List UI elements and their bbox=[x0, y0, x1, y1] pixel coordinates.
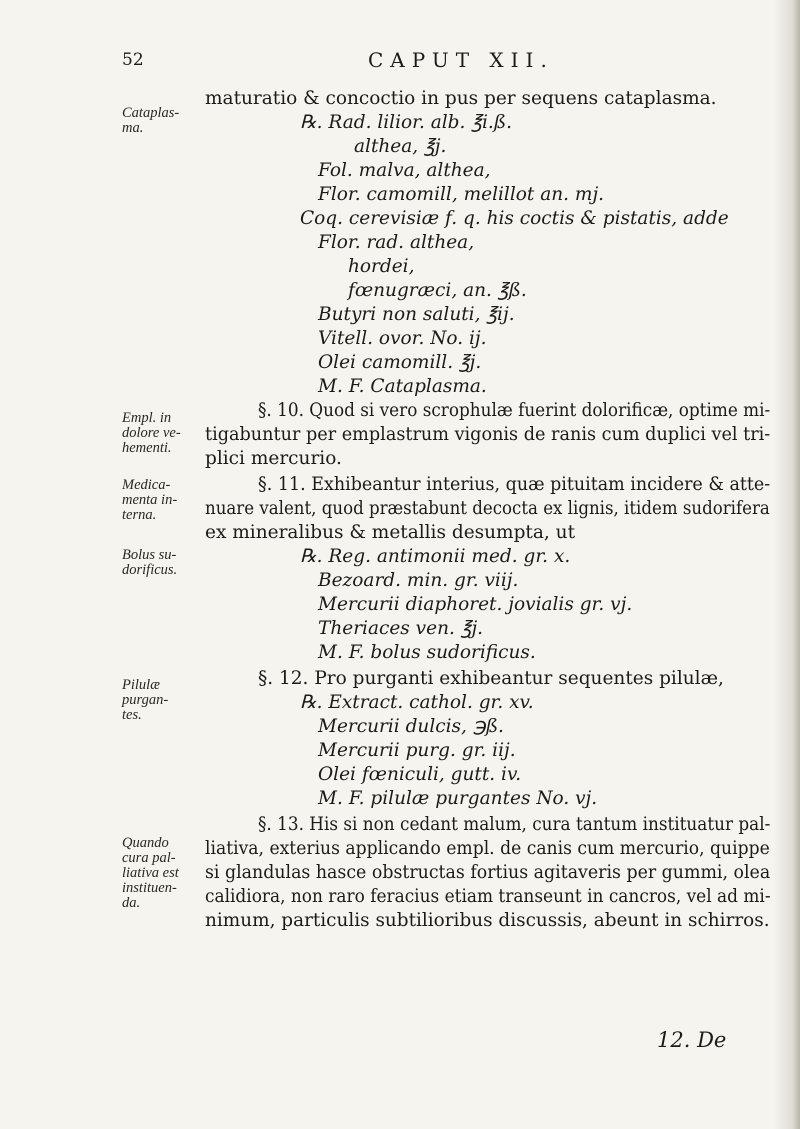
paragraph-11-line: nuare valent, quod præstabunt decocta ex lignis, itidem sudorifera bbox=[205, 498, 770, 519]
paragraph-11-line: ex mineralibus & metallis desumpta, ut bbox=[205, 522, 576, 543]
recipe-line: Mercurii diaphoret. jovialis gr. vj. bbox=[318, 594, 633, 615]
paragraph-13-line: §. 13. His si non cedant malum, cura tantum instituatur pal- bbox=[258, 814, 771, 835]
recipe-line: Flor. camomill, melillot an. mj. bbox=[318, 184, 605, 205]
recipe-line: hordei, bbox=[348, 256, 415, 277]
recipe-line: fœnugræci, an. ℥ß. bbox=[348, 280, 527, 301]
text-line: maturatio & concoctio in pus per sequens cataplasma. bbox=[205, 88, 717, 109]
recipe-line: althea, ℥j. bbox=[354, 136, 447, 157]
paragraph-11-line: §. 11. Exhibeantur interius, quæ pituitam incidere & atte- bbox=[258, 474, 771, 495]
margin-note-bolus: Bolus su- dorificus. bbox=[122, 547, 178, 578]
paragraph-13-line: nimum, particulis subtilioribus discussis, abeunt in schirros. bbox=[205, 910, 770, 931]
recipe-line: ℞. Extract. cathol. gr. xv. bbox=[300, 692, 534, 713]
paragraph-10-line: plici mercurio. bbox=[205, 448, 342, 469]
paragraph-13-line: calidiora, non raro feracius etiam transeunt in cancros, vel ad mi- bbox=[205, 886, 771, 907]
margin-note-cataplasma: Cataplas- ma. bbox=[122, 105, 180, 136]
paragraph-12-line: §. 12. Pro purganti exhibeantur sequentes pilulæ, bbox=[258, 668, 724, 689]
recipe-line: Mercurii purg. gr. iij. bbox=[318, 740, 516, 761]
page-header bbox=[0, 44, 800, 84]
recipe-line: M. F. bolus sudorificus. bbox=[318, 642, 536, 663]
margin-note-palliativa: Quando cura pal- liativa est instituen- da. bbox=[122, 835, 179, 911]
margin-note-emplastrum: Empl. in dolore ve- hementi. bbox=[122, 410, 181, 456]
recipe-line: Bezoard. min. gr. viij. bbox=[318, 570, 519, 591]
paragraph-10-line: tigabuntur per emplastrum vigonis de ranis cum duplici vel tri- bbox=[205, 424, 771, 445]
recipe-line: Mercurii dulcis, ℈ß. bbox=[318, 716, 504, 737]
catchword: 12. De bbox=[657, 1028, 727, 1052]
margin-note-pilulae: Pilulæ purgan- tes. bbox=[122, 677, 169, 723]
paragraph-10-line: §. 10. Quod si vero scrophulæ fuerint dolorificæ, optime mi- bbox=[258, 400, 771, 421]
recipe-line: Olei fœniculi, gutt. iv. bbox=[318, 764, 522, 785]
page-edge-shadow bbox=[774, 0, 800, 1129]
recipe-line: M. F. pilulæ purgantes No. vj. bbox=[318, 788, 598, 809]
recipe-line: ℞. Rad. lilior. alb. ℥i.ß. bbox=[300, 112, 512, 133]
recipe-line: Butyri non saluti, ℥ij. bbox=[318, 304, 515, 325]
recipe-line: Fol. malva, althea, bbox=[318, 160, 491, 181]
running-head: CAPUT XII. bbox=[368, 48, 554, 72]
recipe-line: Flor. rad. althea, bbox=[318, 232, 475, 253]
margin-note-medicamenta: Medica- menta in- terna. bbox=[122, 477, 178, 523]
paragraph-13-line: si glandulas hasce obstructas fortius agitaveris per gummi, olea bbox=[205, 862, 771, 883]
recipe-line: M. F. Cataplasma. bbox=[318, 376, 487, 397]
recipe-line: Theriaces ven. ℥j. bbox=[318, 618, 484, 639]
recipe-line: Coq. cerevisiæ f. q. his coctis & pistatis, adde bbox=[300, 208, 729, 229]
recipe-line: Vitell. ovor. No. ij. bbox=[318, 328, 487, 349]
paragraph-13-line: liativa, exterius applicando empl. de canis cum mercurio, quippe bbox=[205, 838, 770, 859]
recipe-line: ℞. Reg. antimonii med. gr. x. bbox=[300, 546, 571, 567]
recipe-line: Olei camomill. ℥j. bbox=[318, 352, 482, 373]
page-number: 52 bbox=[122, 50, 144, 70]
